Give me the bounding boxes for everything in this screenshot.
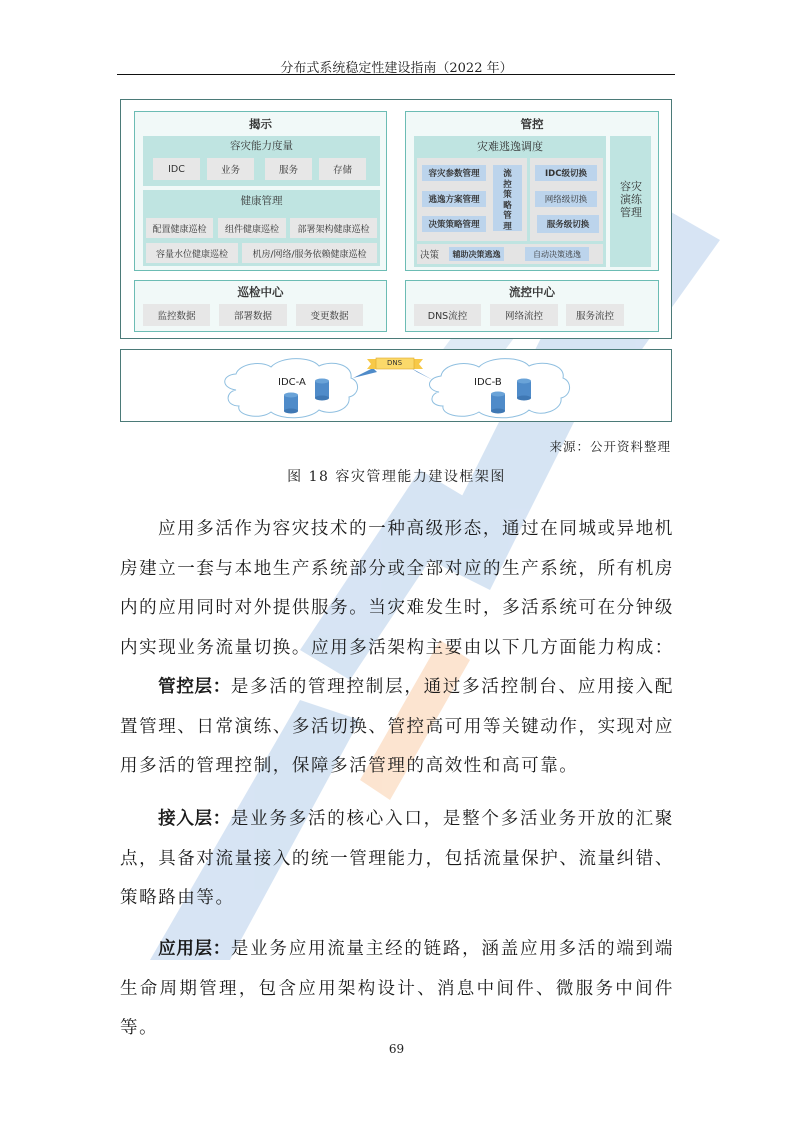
term-application-layer: 应用层： xyxy=(158,939,231,959)
page-number: 69 xyxy=(388,1042,405,1056)
database-icon xyxy=(517,379,531,401)
control-title: 管控 xyxy=(520,117,544,131)
dispatch-right-group xyxy=(530,158,603,241)
switch-item: IDC级切换 xyxy=(535,165,597,181)
flow-strategy-label: 流控策略管理 xyxy=(503,169,512,232)
flow-center-panel xyxy=(405,280,659,332)
idc-b-label: IDC-B xyxy=(474,377,502,388)
paragraph-intro xyxy=(120,510,674,668)
decision-label: 决策 xyxy=(420,250,440,261)
dispatch-title: 灾难逃逸调度 xyxy=(477,140,543,153)
drill-section xyxy=(610,136,651,267)
inspection-item: 变更数据 xyxy=(296,304,363,326)
network-diagram xyxy=(120,349,672,422)
decision-item: 辅助决策逃逸 xyxy=(449,247,504,261)
flow-center-item: 网络流控 xyxy=(490,304,558,326)
health-item: 机房/网络/服务依赖健康巡检 xyxy=(242,243,377,263)
capacity-item: 存储 xyxy=(319,158,366,180)
reveal-title: 揭示 xyxy=(249,117,272,131)
health-item: 部署架构健康巡检 xyxy=(290,218,377,238)
switch-item: 服务级切换 xyxy=(537,215,599,233)
health-item: 组件健康巡检 xyxy=(218,218,286,238)
dispatch-item: 容灾参数管理 xyxy=(422,165,486,181)
link-line xyxy=(411,368,433,380)
paragraph-access-layer xyxy=(120,800,674,919)
dispatch-item: 决策策略管理 xyxy=(422,216,486,232)
database-icon xyxy=(284,393,298,414)
inspection-item: 监控数据 xyxy=(143,304,210,326)
paragraph-text: 是业务多活的核心入口，是整个多活业务开放的汇聚点，具备对流量接入的统一管理能力，包括流量保护、流量纠错、策略路由等。 xyxy=(120,809,674,908)
capacity-item: 服务 xyxy=(265,158,312,180)
health-title: 健康管理 xyxy=(240,195,283,207)
switch-item: 网络级切换 xyxy=(535,191,597,207)
inspection-item: 部署数据 xyxy=(219,304,287,326)
decision-row xyxy=(417,244,603,264)
link-line xyxy=(353,368,377,378)
figure-source: 来源：公开资料整理 xyxy=(549,439,671,454)
dispatch-item: 逃逸方案管理 xyxy=(422,191,486,207)
database-icon xyxy=(491,392,505,414)
capacity-item: IDC xyxy=(153,158,200,180)
flow-center-item: DNS流控 xyxy=(414,304,481,326)
architecture-diagram xyxy=(120,99,672,339)
paragraph-text: 是业务应用流量主经的链路，涵盖应用多活的端到端生命周期管理，包含应用架构设计、消息中间件、微服务中间件等。 xyxy=(120,939,674,1038)
flow-center-item: 服务流控 xyxy=(566,304,624,326)
paragraph-control-layer xyxy=(120,668,674,787)
inspection-center-panel xyxy=(134,280,387,332)
paragraph-text: 是多活的管理控制层，通过多活控制台、应用接入配置管理、日常演练、多活切换、管控高可用等关键动作，实现对应用多活的管理控制，保障多活管理的高效性和高可靠。 xyxy=(120,677,674,776)
capacity-section xyxy=(143,136,380,186)
control-panel xyxy=(405,111,659,271)
capacity-item: 业务 xyxy=(207,158,254,180)
health-item: 容量水位健康巡检 xyxy=(146,243,238,263)
dispatch-section xyxy=(414,136,606,267)
database-icon xyxy=(315,379,329,401)
page-header-title: 分布式系统稳定性建设指南（2022 年） xyxy=(280,61,513,76)
dns-label: DNS xyxy=(387,359,403,367)
idc-a-label: IDC-A xyxy=(278,377,306,388)
capacity-title: 容灾能力度量 xyxy=(230,140,293,152)
term-control-layer: 管控层： xyxy=(158,677,231,697)
flow-strategy-vertical xyxy=(493,165,522,231)
inspection-title: 巡检中心 xyxy=(237,285,284,299)
header-rule xyxy=(117,74,675,75)
flow-center-title: 流控中心 xyxy=(509,285,555,299)
term-access-layer: 接入层： xyxy=(158,809,231,829)
health-section xyxy=(143,190,380,266)
paragraph-application-layer xyxy=(120,930,674,1049)
drill-label: 容灾演练管理 xyxy=(620,180,642,219)
dispatch-left-group xyxy=(417,158,527,241)
paragraph-text: 应用多活作为容灾技术的一种高级形态，通过在同城或异地机房建立一套与本地生产系统部分或全部对应的生产系统，所有机房内的应用同时对外提供服务。当灾难发生时，多活系统可在分钟级内实现业务流量切换。应用多活架构主要由以下几方面能力构成： xyxy=(120,519,674,658)
figure-caption: 图 18 容灾管理能力建设框架图 xyxy=(287,469,506,485)
reveal-panel xyxy=(134,111,387,271)
decision-item: 自动决策逃逸 xyxy=(525,247,589,261)
health-item: 配置健康巡检 xyxy=(146,218,213,238)
